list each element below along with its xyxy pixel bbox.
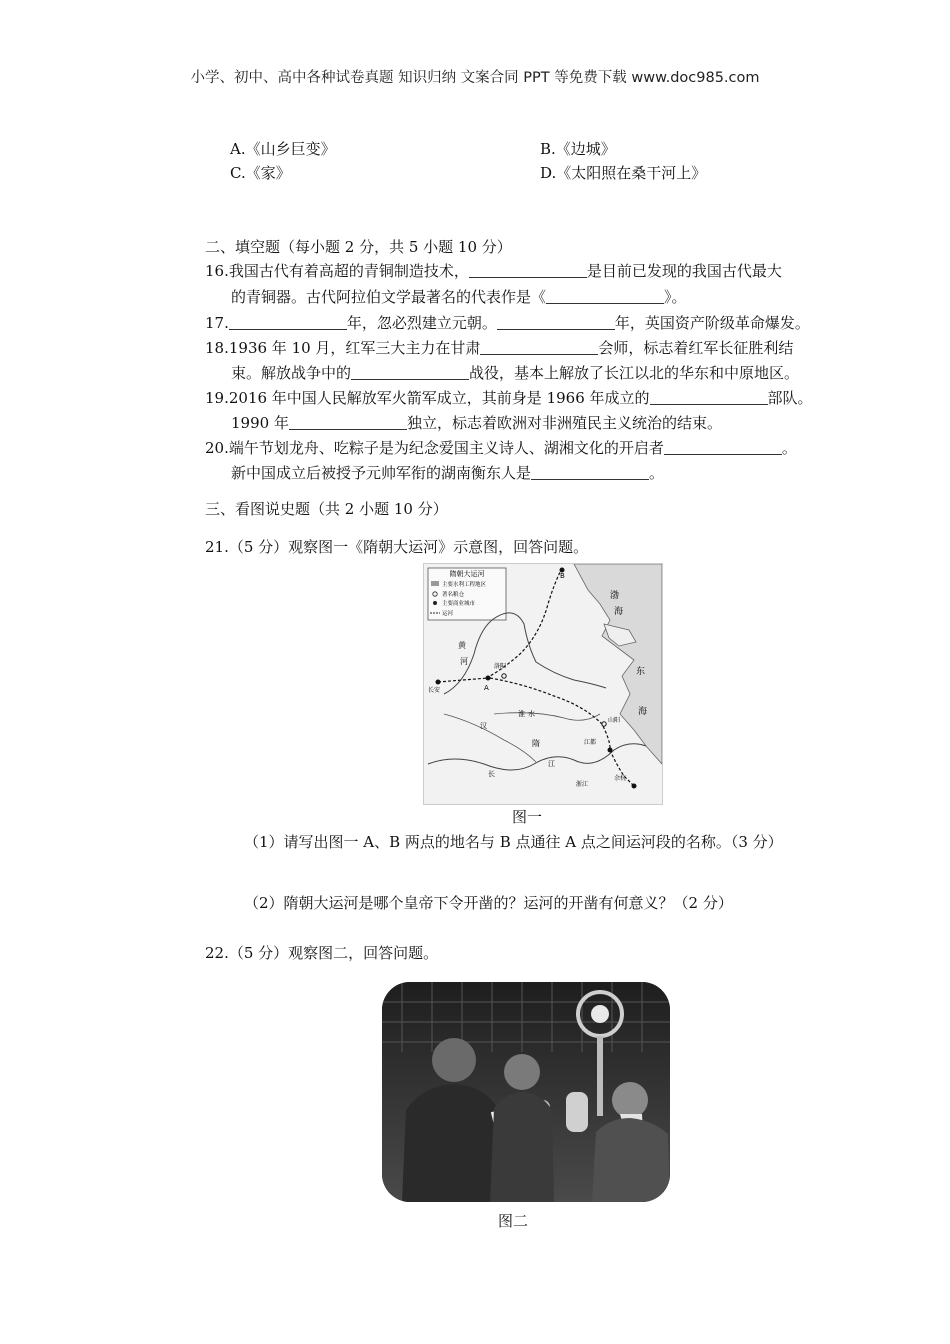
q20-line1 [205,436,797,460]
legend-swatch-1 [431,581,439,586]
figure2-caption: 图二 [498,1212,529,1230]
q18-blank-1 [480,339,598,355]
q21-sub2: （2）隋朝大运河是哪个皇帝下令开凿的？运河的开凿有何意义？（2 分） [244,894,733,912]
q20-text-d: 。 [649,464,665,482]
map-graphic [424,564,662,804]
q20-text-b: 。 [781,439,797,457]
yuhang-dot [632,784,637,789]
q19-text-a: 19.2016 年中国人民解放军火箭军成立，其前身是 1966 年成立的 [205,389,650,407]
option-b: B.《边城》 [540,140,616,158]
q20-blank-1 [664,439,782,455]
q16-line2 [231,285,687,309]
q18-text-a: 18.1936 年 10 月，红军三大主力在甘肃 [205,339,481,357]
label-zhejiang: 浙江 [576,781,589,788]
q19-text-b: 部队。 [767,389,813,407]
microphone-pole [597,1036,603,1116]
legend-swatch-3 [433,601,437,605]
q18-line2 [231,361,799,385]
point-a-dot [486,676,491,681]
photo-graphic [382,982,670,1202]
q17-text-b: 年，忽必烈建立元朝。 [346,314,497,332]
q18-text-b: 会师，标志着红军长征胜利结 [598,339,794,357]
figure1-caption: 图一 [512,808,543,826]
label-shui: 水 [528,710,535,718]
sui-canal-map [423,563,663,805]
q16-text-b: 是目前已发现的我国古代最大 [586,262,782,280]
q16-text-a: 16.我国古代有着高超的青铜制造技术， [205,262,469,280]
microphone-1 [566,1092,588,1132]
label-bohai: 渤 [610,591,620,601]
legend-item-1: 主要水利工程地区 [442,582,487,588]
q18-text-d: 战役，基本上解放了长江以北的华东和中原地区。 [469,364,800,382]
right-person-head [612,1082,648,1118]
guangtong-canal [438,678,488,682]
q19-text-c: 1990 年 [231,414,289,432]
map-title: 隋朝大运河 [449,570,485,578]
q19-blank-2 [289,414,407,430]
q19-text-d: 独立，标志着欧洲对非洲殖民主义统治的结束。 [406,414,722,432]
q21-stem: 21.（5 分）观察图一《隋朝大运河》示意图，回答问题。 [205,538,589,556]
q20-line2 [231,461,664,485]
q16-line1 [205,259,782,283]
option-a: A.《山乡巨变》 [230,140,336,158]
label-chang: 长 [488,770,495,778]
label-dong: 东 [636,667,646,677]
label-a: A [484,684,489,692]
q22-stem: 22.（5 分）观察图二，回答问题。 [205,944,439,962]
q21-sub1: （1）请写出图一 A、B 两点的地名与 B 点通往 A 点之间运河段的名称。（3 分） [244,833,783,851]
section2-title: 二、填空题（每小题 2 分，共 5 小题 10 分） [205,238,512,256]
label-shanyang: 山阳 [608,717,621,724]
q18-blank-2 [351,364,469,380]
q17-blank-2 [497,314,615,330]
q16-text-d: 》。 [664,288,687,306]
q19-blank-1 [650,389,768,405]
label-b: B [560,572,565,580]
yellow-river [444,613,606,694]
label-jiangdu: 江都 [584,739,597,746]
q20-text-a: 20.端午节划龙舟、吃粽子是为纪念爱国主义诗人、湖湘文化的开启者 [205,439,664,457]
legend-item-3: 主要商业城市 [442,601,476,607]
label-jiang: 江 [548,760,555,768]
label-huang: 黄 [458,641,466,650]
changan-dot [436,680,441,685]
jiangdu-dot [608,748,613,753]
section3-title: 三、看图说史题（共 2 小题 10 分） [205,500,448,518]
q16-blank-1 [469,262,587,278]
q18-text-c: 束。解放战争中的 [231,364,352,382]
q16-blank-2 [546,288,664,304]
option-c: C.《家》 [230,164,291,182]
q17-line [205,311,810,335]
speaker-head [432,1038,476,1082]
label-luoyang: 洛阳 [494,663,507,670]
middle-person-body [490,1092,554,1202]
page-header: 小学、初中、高中各种试卷真题 知识归纳 文案合同 PPT 等免费下载 www.doc985.com [190,70,760,86]
label-huai: 淮 [518,710,525,718]
huai-river [494,713,600,721]
legend-item-2: 著名粮仓 [442,592,465,598]
option-d: D.《太阳照在桑干河上》 [540,164,707,182]
label-sui: 隋 [532,739,540,748]
q20-text-c: 新中国成立后被授予元帅军衔的湖南衡东人是 [231,464,532,482]
speaker-body [402,1084,506,1202]
han-river [444,714,536,762]
luoyang-granary [502,674,506,678]
q18-line1 [205,336,793,360]
label-han: 汉 [480,722,487,730]
microphone-head [591,1005,609,1023]
q17-num: 17. [205,314,229,332]
q19-line2 [231,411,722,435]
label-he: 河 [460,657,468,666]
q17-blank-1 [229,314,347,330]
q20-blank-2 [531,464,649,480]
label-hai: 海 [638,707,648,717]
q19-line1 [205,386,813,410]
label-changan: 长安 [428,687,441,694]
label-bohai2: 海 [614,607,624,617]
right-person-body [592,1118,670,1202]
legend-item-4: 运河 [442,611,454,617]
q16-text-c: 的青铜器。古代阿拉伯文学最著名的代表作是《 [231,288,547,306]
label-yuhang: 余杭 [614,775,627,782]
founding-ceremony-photo [382,982,670,1202]
middle-person-head [504,1054,540,1090]
q17-text-c: 年，英国资产阶级革命爆发。 [614,314,810,332]
